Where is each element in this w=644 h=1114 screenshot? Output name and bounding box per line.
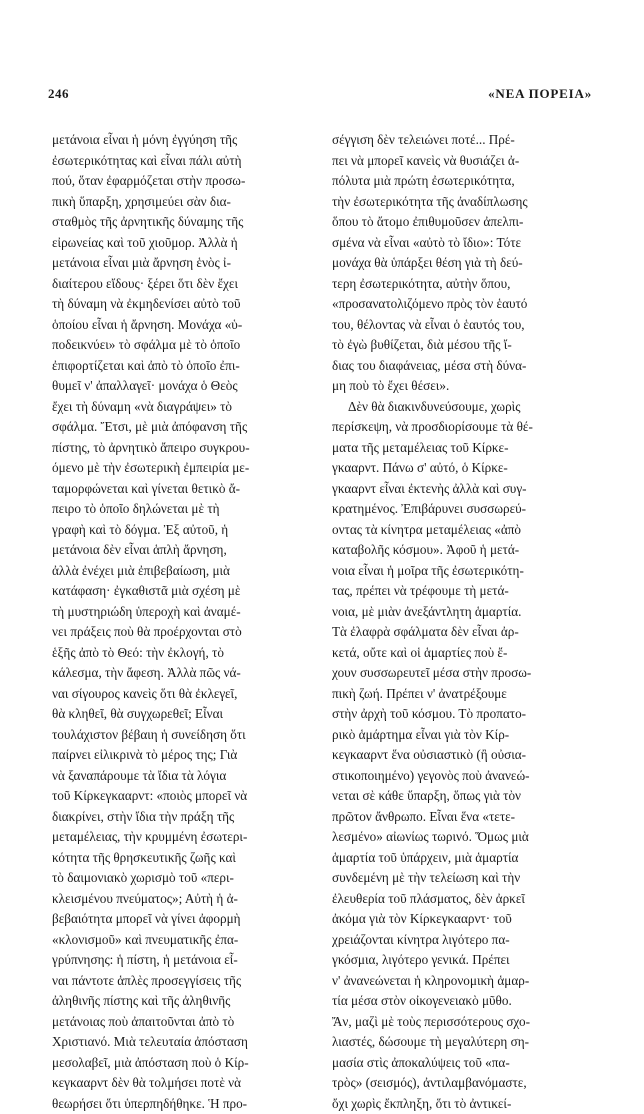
text-line: ἁμαρτία τοῦ ὑπάρχειν, μιὰ ἁμαρτία bbox=[332, 848, 588, 869]
text-line: χρειάζονται κίνητρα λιγότερο πα- bbox=[332, 930, 588, 951]
text-line: νὰ ξαναπάρουμε τὰ ἴδια τὰ λόγια bbox=[52, 766, 308, 787]
text-line: μεταμέλειας, τὴν κρυμμένη ἐσωτερι- bbox=[52, 827, 308, 848]
text-line: νεται σὲ κάθε ὕπαρξη, ὅπως γιὰ τὸν bbox=[332, 786, 588, 807]
text-line: «προσανατολιζόμενο πρὸς τὸν ἑαυτό bbox=[332, 294, 588, 315]
text-line: ἀληθινῆς πίστης καὶ τῆς ἀληθινῆς bbox=[52, 991, 308, 1012]
text-line: γκααρντ. Πάνω σ' αὐτό, ὁ Κίρκε- bbox=[332, 458, 588, 479]
text-line: Δὲν θὰ διακινδυνεύσουμε, χωρὶς bbox=[332, 397, 588, 418]
text-line: τερη ἐσωτερικότητα, αὐτὴν ὅπου, bbox=[332, 274, 588, 295]
text-line: κλεισμένου πνεύματος»; Αὐτὴ ἡ ἀ- bbox=[52, 889, 308, 910]
text-line: ἀλλὰ ἐνέχει μιὰ ἐπιβεβαίωση, μιὰ bbox=[52, 561, 308, 582]
text-line: σέγγιση δὲν τελειώνει ποτέ... Πρέ- bbox=[332, 130, 588, 151]
text-line: Τὰ ἐλαφρὰ σφάλματα δὲν εἶναι ἀρ- bbox=[332, 622, 588, 643]
text-line: σταθμὸς τῆς ἀρνητικῆς δύναμης τῆς bbox=[52, 212, 308, 233]
text-line: θυμεῖ ν' ἀπαλλαγεῖ· μονάχα ὁ Θεὸς bbox=[52, 376, 308, 397]
text-line: κότητα τῆς θρησκευτικῆς ζωῆς καὶ bbox=[52, 848, 308, 869]
text-line: κεγκααρντ ἕνα οὐσιαστικὸ (ἢ οὐσια- bbox=[332, 745, 588, 766]
text-line: νοια εἶναι ἡ μοῖρα τῆς ἐσωτερικότη- bbox=[332, 561, 588, 582]
text-line: ναι πάντοτε ἁπλὲς προσεγγίσεις τῆς bbox=[52, 971, 308, 992]
text-line: ὄχι χωρὶς ἔκπληξη, ὅτι τὸ ἀντικεί- bbox=[332, 1094, 588, 1114]
text-line: κεγκααρντ δὲν θὰ τολμήσει ποτὲ νὰ bbox=[52, 1073, 308, 1094]
text-line: νοια, μὲ μιὰν ἀνεξάντλητη ἁμαρτία. bbox=[332, 602, 588, 623]
text-line: πικὴ ὕπαρξη, χρησιμεύει σὰν δια- bbox=[52, 192, 308, 213]
text-line: συνδεμένη μὲ τὴν τελείωση καὶ τὴν bbox=[332, 868, 588, 889]
text-line: τὴ δύναμη νὰ ἐκμηδενίσει αὐτὸ τοῦ bbox=[52, 294, 308, 315]
text-line: οντας τὰ κίνητρα μεταμέλειας «ἀπὸ bbox=[332, 520, 588, 541]
text-line: μετάνοια εἶναι ἡ μόνη ἐγγύηση τῆς bbox=[52, 130, 308, 151]
text-line: ταμορφώνεται καὶ γίνεται θετικὸ ἄ- bbox=[52, 479, 308, 500]
text-line: στὴν ἀρχὴ τοῦ κόσμου. Τὸ προπατο- bbox=[332, 704, 588, 725]
text-line: ποδεικνύει» τὸ σφάλμα μὲ τὸ ὁποῖο bbox=[52, 335, 308, 356]
text-line: γραφὴ καὶ τὸ δόγμα. Ἐξ αὐτοῦ, ἡ bbox=[52, 520, 308, 541]
text-line: πειρο τὸ ὁποῖο δηλώνεται μὲ τὴ bbox=[52, 499, 308, 520]
text-line: τρὸς» (σεισμός), ἀντιλαμβανόμαστε, bbox=[332, 1073, 588, 1094]
text-line: γκόσμια, λιγότερο γενικά. Πρέπει bbox=[332, 950, 588, 971]
text-line: του, θέλοντας νὰ εἶναι ὁ ἑαυτός του, bbox=[332, 315, 588, 336]
text-line: μασία στὶς ἀποκαλύψεις τοῦ «πα- bbox=[332, 1053, 588, 1074]
text-line: μετάνοια εἶναι μιὰ ἄρνηση ἑνὸς ἰ- bbox=[52, 253, 308, 274]
text-line: κατάφαση· ἐγκαθιστᾶ μιὰ σχέση μὲ bbox=[52, 581, 308, 602]
text-line: λεσμένο» αἰωνίως τωρινό. Ὅμως μιὰ bbox=[332, 827, 588, 848]
text-line: πίστης, τὸ ἀρνητικὸ ἄπειρο συγκρου- bbox=[52, 438, 308, 459]
text-line: πει νὰ μπορεῖ κανεὶς νὰ θυσιάζει ἀ- bbox=[332, 151, 588, 172]
text-line: ἔχει τὴ δύναμη «νὰ διαγράψει» τὸ bbox=[52, 397, 308, 418]
text-line: ἐλευθερία τοῦ πλάσματος, δὲν ἀρκεῖ bbox=[332, 889, 588, 910]
text-line: Ἄν, μαζὶ μὲ τοὺς περισσότερους σχο- bbox=[332, 1012, 588, 1033]
text-line: θὰ κληθεῖ, θὰ συγχωρεθεῖ; Εἶναι bbox=[52, 704, 308, 725]
text-line: παίρνει εἰλικρινὰ τὸ μέρος της; Γιὰ bbox=[52, 745, 308, 766]
text-line: κάλεσμα, τὴν ἄφεση. Ἀλλὰ πῶς νά- bbox=[52, 663, 308, 684]
text-line: κετά, οὔτε καὶ οἱ ἁμαρτίες ποὺ ἔ- bbox=[332, 643, 588, 664]
text-line: τας, πρέπει νὰ τρέφουμε τὴ μετά- bbox=[332, 581, 588, 602]
text-line: βεβαιότητα μπορεῖ νὰ γίνει ἀφορμὴ bbox=[52, 909, 308, 930]
text-line: διας του διαφάνειας, μέσα στὴ δύνα- bbox=[332, 356, 588, 377]
text-line: χουν συσσωρευτεῖ μέσα στὴν προσω- bbox=[332, 663, 588, 684]
text-line: καταβολῆς κόσμου». Ἀφοῦ ἡ μετά- bbox=[332, 540, 588, 561]
text-line: ματα τῆς μεταμέλειας τοῦ Κίρκε- bbox=[332, 438, 588, 459]
text-line: ν' ἀνανεώνεται ἡ κληρονομικὴ ἁμαρ- bbox=[332, 971, 588, 992]
text-line: τία μέσα στὸν οἰκογενειακὸ μῦθο. bbox=[332, 991, 588, 1012]
text-line: μετάνοιας ποὺ ἀπαιτοῦνται ἀπὸ τὸ bbox=[52, 1012, 308, 1033]
text-line: ἐσωτερικότητας καὶ εἶναι πάλι αὐτὴ bbox=[52, 151, 308, 172]
text-line: τὴ μυστηριώδη ὑπεροχὴ καὶ ἀναμέ- bbox=[52, 602, 308, 623]
text-line: τουλάχιστον βέβαιη ἡ συνείδηση ὅτι bbox=[52, 725, 308, 746]
text-line: τοῦ Κίρκεγκααρντ: «ποιὸς μπορεῖ νὰ bbox=[52, 786, 308, 807]
text-line: τὴν ἐσωτερικότητα τῆς ἀναδίπλωσης bbox=[332, 192, 588, 213]
text-line: γκααρντ εἶναι ἐκτενὴς ἀλλὰ καὶ συγ- bbox=[332, 479, 588, 500]
text-line: περίσκεψη, νὰ προσδιορίσουμε τὰ θέ- bbox=[332, 417, 588, 438]
text-line: πού, ὅταν ἐφαρμόζεται στὴν προσω- bbox=[52, 171, 308, 192]
page-header bbox=[48, 86, 592, 108]
text-line: διακρίνει, στὴν ἴδια τὴν πράξη τῆς bbox=[52, 807, 308, 828]
text-line: σφάλμα. Ἔτσι, μὲ μιὰ ἀπόφανση τῆς bbox=[52, 417, 308, 438]
text-line: ρικὸ ἁμάρτημα εἶναι γιὰ τὸν Κίρ- bbox=[332, 725, 588, 746]
text-line: μονάχα θὰ ὑπάρξει θέση γιὰ τὴ δεύ- bbox=[332, 253, 588, 274]
text-line: τὸ ἐγὼ βυθίζεται, διὰ μέσου τῆς ἴ- bbox=[332, 335, 588, 356]
text-line: πικὴ ζωή. Πρέπει ν' ἀνατρέξουμε bbox=[332, 684, 588, 705]
text-line: μεσολαβεῖ, μιὰ ἀπόσταση ποὺ ὁ Κίρ- bbox=[52, 1053, 308, 1074]
text-line: όμενο μὲ τὴν ἐσωτερικὴ ἐμπειρία με- bbox=[52, 458, 308, 479]
running-title: «ΝΕΑ ΠΟΡΕΙΑ» bbox=[488, 86, 592, 102]
text-line: λιαστές, δώσουμε τὴ μεγαλύτερη ση- bbox=[332, 1032, 588, 1053]
text-line: σμένα νὰ εἶναι «αὐτὸ τὸ ἴδιο»: Τότε bbox=[332, 233, 588, 254]
text-line: εἰρωνείας καὶ τοῦ χιοῦμορ. Ἀλλὰ ἡ bbox=[52, 233, 308, 254]
text-line: στικοποιημένο) γεγονὸς ποὺ ἀνανεώ- bbox=[332, 766, 588, 787]
text-line: κρατημένος. Ἐπιβάρυνει συσσωρεύ- bbox=[332, 499, 588, 520]
text-line: τὸ δαιμονιακὸ χωρισμὸ τοῦ «περι- bbox=[52, 868, 308, 889]
text-line: θεωρήσει ὅτι ὑπερπηδήθηκε. Ἡ προ- bbox=[52, 1094, 308, 1114]
text-line: γρύπνησης: ἡ πίστη, ἡ μετάνοια εἶ- bbox=[52, 950, 308, 971]
text-line: νει πράξεις ποὺ θὰ προέρχονται στὸ bbox=[52, 622, 308, 643]
text-line: ἀκόμα γιὰ τὸν Κίρκεγκααρντ· τοῦ bbox=[332, 909, 588, 930]
text-line: μη ποὺ τὸ ἔχει θέσει». bbox=[332, 376, 588, 397]
text-line: μετάνοια δὲν εἶναι ἁπλὴ ἄρνηση, bbox=[52, 540, 308, 561]
right-column bbox=[332, 130, 588, 1010]
text-line: «κλονισμοῦ» καὶ πνευματικῆς ἐπα- bbox=[52, 930, 308, 951]
text-line: ναι σίγουρος κανεὶς ὅτι θὰ ἐκλεγεῖ, bbox=[52, 684, 308, 705]
text-line: ὁποίου εἶναι ἡ ἄρνηση. Μονάχα «ὑ- bbox=[52, 315, 308, 336]
text-line: Χριστιανό. Μιὰ τελευταία ἀπόσταση bbox=[52, 1032, 308, 1053]
text-line: ἑξῆς ἀπὸ τὸ Θεό: τὴν ἐκλογή, τὸ bbox=[52, 643, 308, 664]
page-number: 246 bbox=[48, 86, 69, 102]
text-line: ὅπου τὸ ἄτομο ἐπιθυμοῦσεν ἀπελπι- bbox=[332, 212, 588, 233]
text-line: πρῶτον ἄνθρωπο. Εἶναι ἕνα «τετε- bbox=[332, 807, 588, 828]
left-column bbox=[52, 130, 308, 1010]
text-line: ἐπιφορτίζεται καὶ ἀπὸ τὸ ὁποῖο ἐπι- bbox=[52, 356, 308, 377]
text-line: διαίτερου εἴδους· ξέρει ὅτι δὲν ἔχει bbox=[52, 274, 308, 295]
text-line: πόλυτα μιὰ πρώτη ἐσωτερικότητα, bbox=[332, 171, 588, 192]
